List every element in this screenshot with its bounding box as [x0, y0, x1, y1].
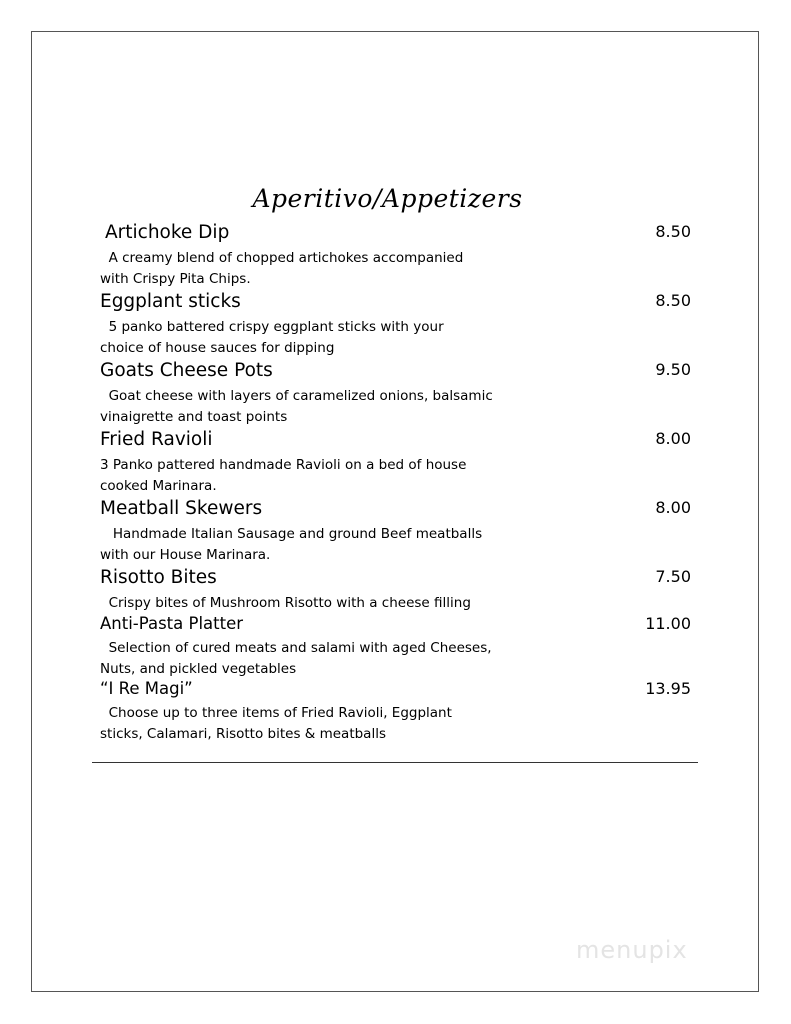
- menu-item-description: [100, 593, 500, 614]
- description-line: 5 panko battered crispy eggplant sticks with your: [100, 319, 444, 335]
- menu-item-name: Eggplant sticks: [100, 291, 241, 312]
- menu-item-price: 9.50: [655, 360, 691, 379]
- description-line: Goat cheese with layers of caramelized onions, balsamic: [100, 388, 493, 404]
- description-line: vinaigrette and toast points: [100, 409, 288, 425]
- description-line: Handmade Italian Sausage and ground Beef meatballs: [100, 526, 483, 542]
- menu-item-name: Anti-Pasta Platter: [100, 614, 244, 633]
- menu-item-description: [100, 703, 500, 745]
- description-line: choice of house sauces for dipping: [100, 340, 335, 356]
- description-line: Crispy bites of Mushroom Risotto with a cheese filling: [100, 595, 471, 611]
- description-line: 3 Panko pattered handmade Ravioli on a bed of house: [100, 457, 467, 473]
- menu-item-price: 8.00: [655, 498, 691, 517]
- description-line: with Crispy Pita Chips.: [100, 271, 251, 287]
- menu-item-price: 7.50: [655, 567, 691, 586]
- menu-item-name: Artichoke Dip: [105, 222, 230, 243]
- menu-item-description: [100, 524, 500, 566]
- section-title: Aperitivo/Appetizers: [252, 184, 523, 213]
- menu-item-name: Fried Ravioli: [100, 429, 213, 450]
- description-line: Selection of cured meats and salami with aged Cheeses,: [100, 640, 492, 656]
- menu-item-price: 8.50: [655, 222, 691, 241]
- menu-item-description: [100, 317, 500, 359]
- menu-item-name: Goats Cheese Pots: [100, 360, 273, 381]
- description-line: with our House Marinara.: [100, 547, 271, 563]
- menupix-watermark: menupix: [576, 936, 688, 964]
- menu-item-price: 8.50: [655, 291, 691, 310]
- menu-item-price: 13.95: [645, 679, 691, 698]
- description-line: Nuts, and pickled vegetables: [100, 661, 297, 677]
- menu-item-description: [100, 638, 500, 680]
- description-line: cooked Marinara.: [100, 478, 217, 494]
- menu-item-price: 11.00: [645, 614, 691, 633]
- description-line: Choose up to three items of Fried Ravioli, Eggplant: [100, 705, 452, 721]
- section-divider: [92, 762, 698, 763]
- menu-item-price: 8.00: [655, 429, 691, 448]
- menu-item-name: Risotto Bites: [100, 567, 217, 588]
- description-line: sticks, Calamari, Risotto bites & meatballs: [100, 726, 386, 742]
- menu-item-description: [100, 248, 500, 290]
- menu-item-description: [100, 455, 500, 497]
- menu-item-description: [100, 386, 520, 428]
- menu-item-name: “I Re Magi”: [100, 679, 193, 698]
- description-line: A creamy blend of chopped artichokes accompanied: [100, 250, 464, 266]
- menu-item-name: Meatball Skewers: [100, 498, 263, 519]
